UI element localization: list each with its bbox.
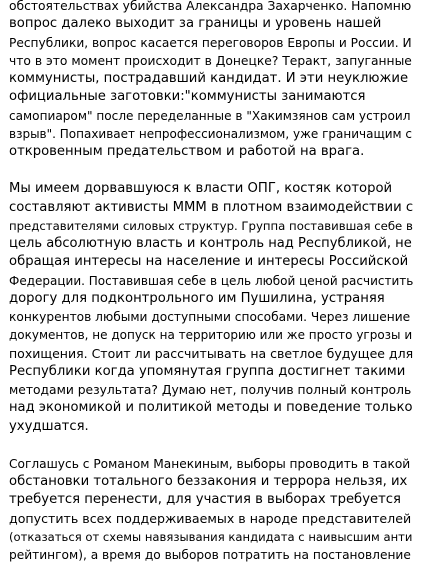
text-line: взрыв". Попахивает непрофессионализмом, уже граничащим с [9, 126, 413, 141]
text-line: (отказаться от схемы навязывания кандидата с наивысшим анти [9, 529, 413, 544]
text-line: Республики когда упомянутая группа достигнет такими [9, 363, 406, 379]
post-body [9, 0, 413, 564]
text-line: Соглашусь с Романом Манекиным, выборы проводить в такой [9, 456, 411, 471]
text-line: откровенным предательством и работой на врага. [9, 144, 365, 159]
text-line: обстоятельствах убийства Александра Захарченко. Напомню [9, 0, 412, 13]
text-line: ухудшатся. [9, 418, 89, 434]
text-line: обращая интересы на население и интересы Российской [9, 254, 409, 270]
text-line: Мы имеем дорвавшуюся к власти ОПГ, костяк которой [9, 181, 393, 197]
text-line: методами результата? Думаю нет, получив полный контроль [9, 383, 412, 397]
text-line: требуется перенести, для участия в выборах требуется [9, 492, 401, 508]
text-line: официальные заготовки:"коммунисты занимаются [9, 89, 366, 105]
text-line: допустить всех поддерживаемых в народе представителей [9, 510, 412, 526]
text-line: представителями силовых структур. Группа поставившая себе в [9, 218, 413, 233]
text-line: самопиаром" после переделанные в "Хакимзянов сам устроил [9, 108, 411, 123]
text-line: что в это момент происходит в Донецке? Теракт, запуганные [9, 53, 412, 68]
text-line: Федерации. Поставившая себе в цель любой ценой расчистить [9, 273, 414, 288]
paragraph-zakharchenko [9, 0, 413, 161]
paragraph-opg [9, 180, 413, 436]
paragraph-spacer [9, 161, 413, 180]
text-line: коммунисты, пострадавший кандидат. И эти неуклюжие [9, 71, 409, 86]
paragraph-spacer [9, 436, 413, 455]
text-line: похищения. Стоит ли рассчитывать на светлое будущее для [9, 345, 414, 361]
text-line: Республики, вопрос касается переговоров Европы и России. И [9, 35, 412, 50]
text-line: составляют активисты МММ в плотном взаимодействии с [9, 199, 414, 215]
text-line: конкурентов любыми доступными способами. Через лишение [9, 310, 411, 324]
text-line: над экономикой и политикой методы и поведение только [9, 400, 413, 416]
paragraph-elections [9, 455, 413, 564]
text-line: цель абсолютную власть и контроль над Республикой, не [9, 236, 412, 251]
text-line: рейтингом), а время до выборов потратить на постановление [9, 548, 411, 562]
text-line: дорогу для подконтрольного им Пушилина, устраняя [9, 290, 385, 306]
text-line: обстановки тотального беззакония и террора нельзя, их [9, 474, 408, 489]
text-line: документов, не допуск на территорию или же просто угрозы и [9, 328, 413, 343]
text-line: вопрос далеко выходит за границы и уровень нашей [9, 16, 382, 32]
